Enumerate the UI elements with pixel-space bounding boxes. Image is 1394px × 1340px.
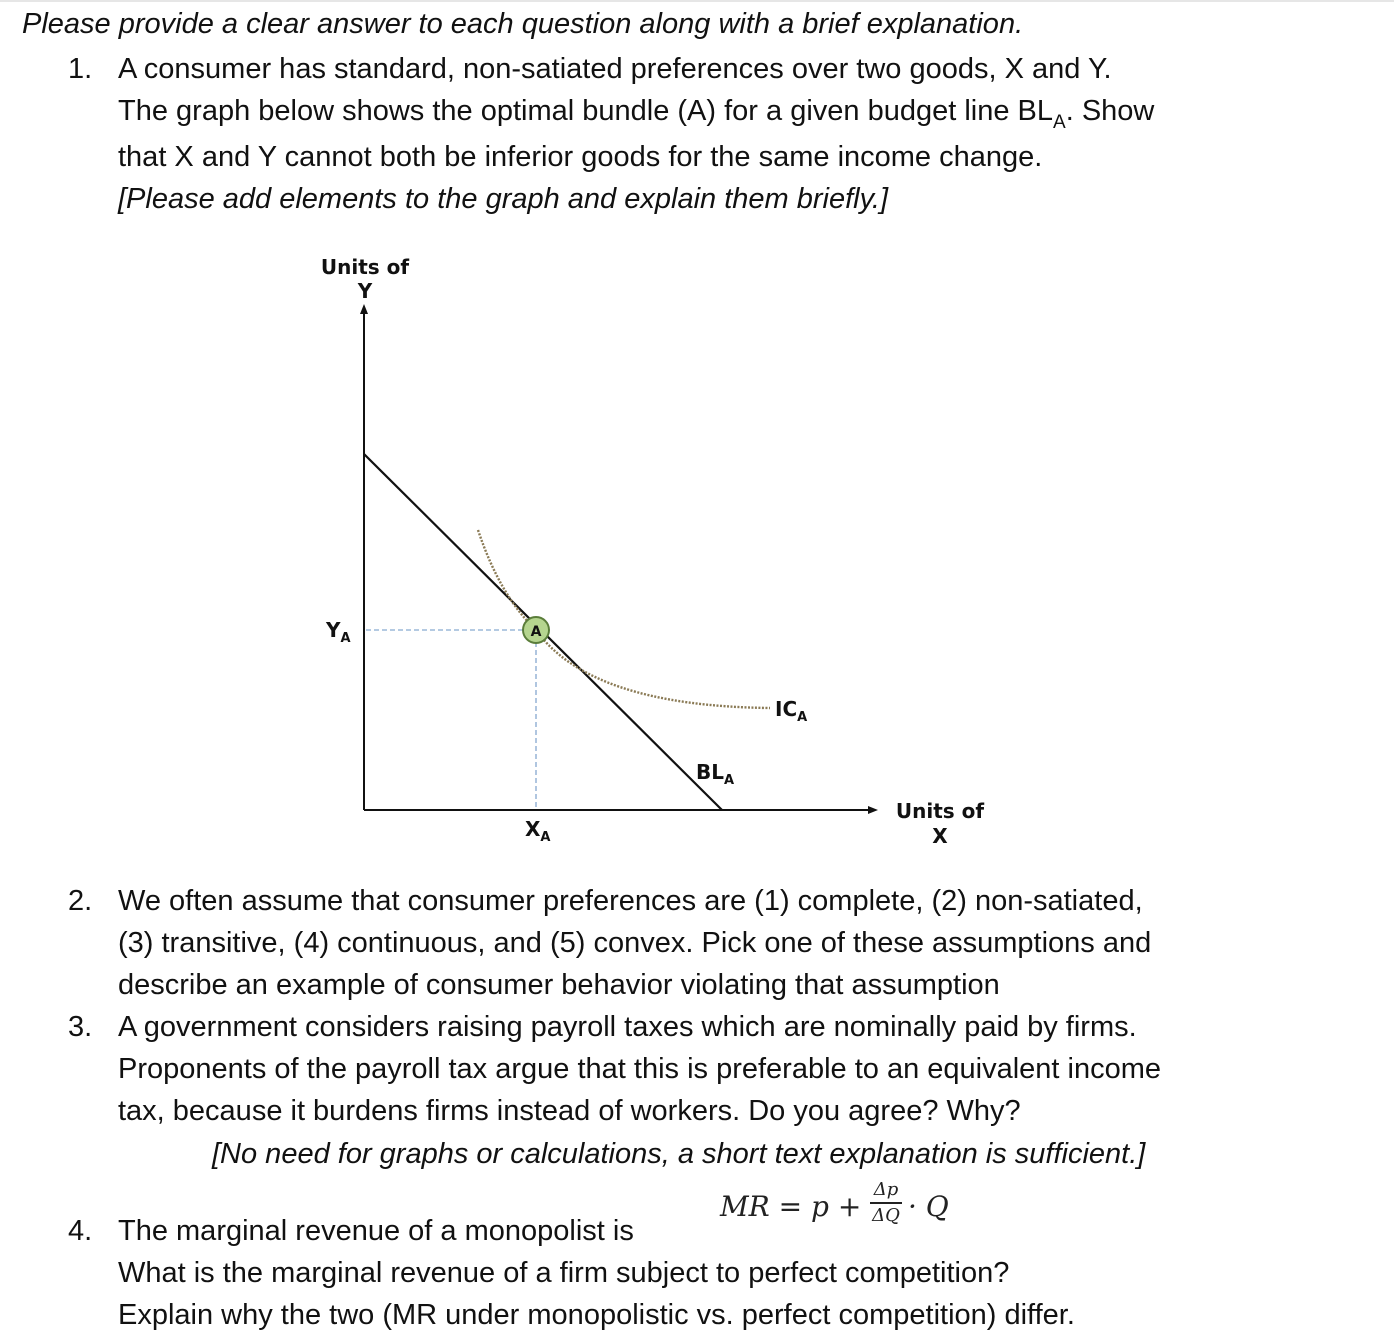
- formula-lhs: MR = p +: [720, 1190, 862, 1223]
- question-4-line-3: Explain why the two (MR under monopolistic vs. perfect competition) differ.: [118, 1299, 1075, 1331]
- question-2-line-1: We often assume that consumer preferences are (1) complete, (2) non-satiated,: [118, 885, 1143, 917]
- question-1-line-1: A consumer has standard, non-satiated preferences over two goods, X and Y.: [118, 53, 1112, 85]
- question-4-number: 4.: [68, 1215, 93, 1247]
- bl-label-subscript: A: [724, 773, 735, 788]
- bl-subscript: A: [1053, 112, 1066, 133]
- ya-label: [325, 618, 351, 646]
- question-3-note: [No need for graphs or calculations, a short text explanation is sufficient.]: [212, 1138, 1146, 1170]
- fraction-bar: [870, 1202, 902, 1204]
- question-4-line-2: What is the marginal revenue of a firm subject to perfect competition?: [118, 1257, 1010, 1289]
- question-1-instruction: [Please add elements to the graph and explain them briefly.]: [118, 183, 889, 215]
- formula-rhs: · Q: [908, 1190, 949, 1223]
- question-1-line-3: that X and Y cannot both be inferior goods for the same income change.: [118, 141, 1043, 173]
- ic-label-subscript: A: [797, 710, 808, 725]
- question-2-line-2: (3) transitive, (4) continuous, and (5) convex. Pick one of these assumptions and: [118, 927, 1152, 959]
- instructions: Please provide a clear answer to each question along with a brief explanation.: [22, 8, 1024, 40]
- question-3-line-1: A government considers raising payroll taxes which are nominally paid by firms.: [118, 1011, 1137, 1043]
- question-2-text: [118, 880, 1318, 1006]
- question-3-text: [118, 1006, 1318, 1132]
- question-3-number: 3.: [68, 1011, 93, 1043]
- x-axis-arrow: [868, 806, 878, 814]
- xa-label: [525, 817, 550, 845]
- question-2-line-3: describe an example of consumer behavior violating that assumption: [118, 969, 1000, 1001]
- indifference-curve-label: [775, 697, 807, 725]
- question-1-line-2-end: . Show: [1065, 95, 1155, 127]
- bl-label-text: BL: [696, 760, 724, 784]
- x-axis-label-line-1: Units of: [895, 799, 985, 823]
- indifference-curve: [478, 530, 770, 708]
- question-2-number: 2.: [68, 885, 93, 917]
- question-1-number: 1.: [68, 53, 93, 85]
- question-4-text: [118, 1210, 1318, 1336]
- x-axis-label-line-2: X: [932, 824, 948, 848]
- question-4-line-1: The marginal revenue of a monopolist is: [118, 1215, 634, 1247]
- budget-line-label: [696, 760, 734, 788]
- formula-denominator: ΔQ: [872, 1204, 900, 1226]
- ya-subscript: A: [340, 631, 351, 646]
- question-3-line-3: tax, because it burdens firms instead of workers. Do you agree? Why?: [118, 1095, 1021, 1127]
- xa-subscript: A: [540, 830, 551, 845]
- ya-label-text: Y: [326, 618, 341, 642]
- ic-label-text: IC: [775, 697, 798, 721]
- question-3-line-2: Proponents of the payroll tax argue that this is preferable to an equivalent income: [118, 1053, 1162, 1085]
- question-1-line-2-text: The graph below shows the optimal bundle (A) for a given budget line BL: [118, 95, 1054, 127]
- y-axis-arrow: [360, 304, 368, 314]
- xa-label-text: X: [525, 817, 541, 841]
- y-axis-label-line-2: Y: [357, 279, 373, 303]
- y-axis-label-line-1: Units of: [320, 255, 410, 279]
- point-a-label: A: [530, 624, 542, 640]
- formula-numerator: Δp: [873, 1179, 899, 1200]
